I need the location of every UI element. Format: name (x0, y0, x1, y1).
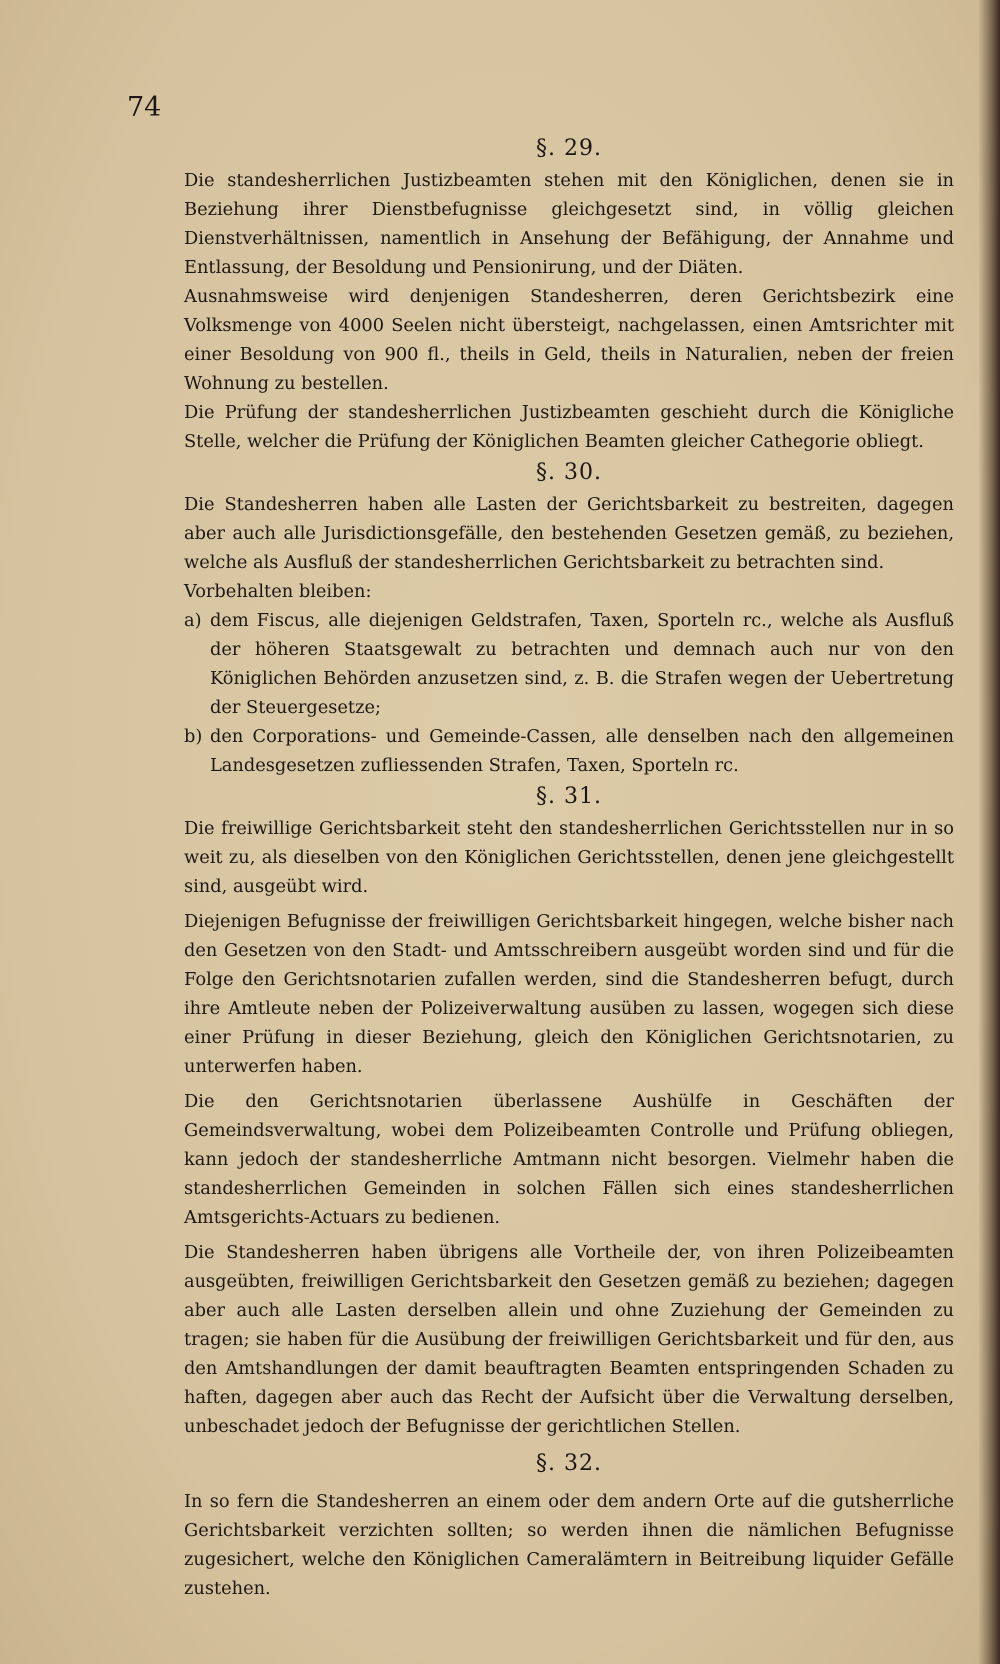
list-item (184, 722, 954, 780)
paragraph: Vorbehalten bleiben: (184, 581, 372, 602)
paragraph: Die standesherrlichen Justizbeamten stehen mit den Königlichen, denen sie in Beziehung ihrer Dienstbefugnisse gleichgesetzt sind, in völlig gleichen Dienstverhältnissen, namentlich in Ansehung der Befähigung, der Annahme und Entlassung, der Besoldung und Pensionirung, und der Diäten. (184, 170, 954, 278)
paragraph: Ausnahmsweise wird denjenigen Standesherren, deren Gerichtsbezirk eine Volksmenge von 4000 Seelen nicht übersteigt, nachgelassen, einen Amtsrichter mit einer Besoldung von 900 fl., theils in Geld, theils in Naturalien, neben der freien Wohnung zu bestellen. (184, 286, 954, 394)
section-heading-30: §. 30. (536, 460, 602, 485)
book-spine-shadow (978, 0, 1000, 1664)
section-heading-32: §. 32. (536, 1451, 602, 1476)
section-heading-31: §. 31. (536, 784, 602, 809)
paragraph: In so fern die Standesherren an einem oder dem andern Orte auf die gutsherrliche Gerichtsbarkeit verzichten sollten; so werden ihnen die nämlichen Befugnisse zugesichert, welche den Königlichen Cameralämtern in Beitreibung liquider Gefälle zustehen. (184, 1491, 954, 1599)
list-item (184, 606, 954, 722)
section-heading-29: §. 29. (536, 136, 602, 161)
paragraph: Die Prüfung der standesherrlichen Justizbeamten geschieht durch die Königliche Stelle, welcher die Prüfung der Königlichen Beamten gleicher Cathegorie obliegt. (184, 402, 954, 452)
list-item-label: a) (184, 610, 202, 631)
page-text (184, 132, 954, 1603)
paragraph: Die Standesherren haben übrigens alle Vortheile der, von ihren Polizeibeamten ausgeübten, freiwilligen Gerichtsbarkeit den Gesetzen gemäß zu beziehen; dagegen aber auch alle Lasten derselben allein und ohne Zuziehung der Gemeinden zu tragen; sie haben für die Ausübung der freiwilligen Gerichtsbarkeit und für den, aus den Amtshandlungen der damit beauftragten Beamten entspringenden Schaden zu haften, dagegen aber auch das Recht der Aufsicht über die Verwaltung derselben, unbeschadet jedoch der Befugnisse der gerichtlichen Stellen. (184, 1242, 954, 1437)
list-item-text: den Corporations- und Gemeinde-Cassen, alle denselben nach den allgemeinen Landesgesetzen zufliessenden Strafen, Taxen, Sporteln rc. (210, 726, 954, 776)
list-item-label: b) (184, 726, 203, 747)
list-item-text: dem Fiscus, alle diejenigen Geldstrafen, Taxen, Sporteln rc., welche als Ausfluß der höheren Staatsgewalt zu betrachten und demnach auch nur von den Königlichen Behörden anzusetzen sind, z. B. die Strafen wegen der Uebertretung der Steuergesetze; (210, 610, 954, 718)
paragraph: Die den Gerichtsnotarien überlassene Aushülfe in Geschäften der Gemeindsverwaltung, wobei dem Polizeibeamten Controlle und Prüfung obliegen, kann jedoch der standesherrliche Amtmann nicht besorgen. Vielmehr haben die standesherrlichen Gemeinden in solchen Fällen sich eines standesherrlichen Amtsgerichts-Actuars zu bedienen. (184, 1091, 954, 1228)
paragraph: Diejenigen Befugnisse der freiwilligen Gerichtsbarkeit hingegen, welche bisher nach den Gesetzen von den Stadt- und Amtsschreibern ausgeübt worden sind und für die Folge den Gerichtsnotarien zufallen werden, sind die Standesherren befugt, durch ihre Amtleute neben der Polizeiverwaltung ausüben zu lassen, wogegen sich diese einer Prüfung in dieser Beziehung, gleich den Königlichen Gerichtsnotarien, zu unterwerfen haben. (184, 911, 954, 1077)
paragraph: Die Standesherren haben alle Lasten der Gerichtsbarkeit zu bestreiten, dagegen aber auch alle Jurisdictionsgefälle, den bestehenden Gesetzen gemäß, zu beziehen, welche als Ausfluß der standesherrlichen Gerichtsbarkeit zu betrachten sind. (184, 494, 954, 573)
page-number: 74 (127, 92, 162, 123)
paragraph: Die freiwillige Gerichtsbarkeit steht den standesherrlichen Gerichtsstellen nur in so weit zu, als dieselben von den Königlichen Gerichtsstellen, denen jene gleichgestellt sind, ausgeübt wird. (184, 818, 954, 897)
